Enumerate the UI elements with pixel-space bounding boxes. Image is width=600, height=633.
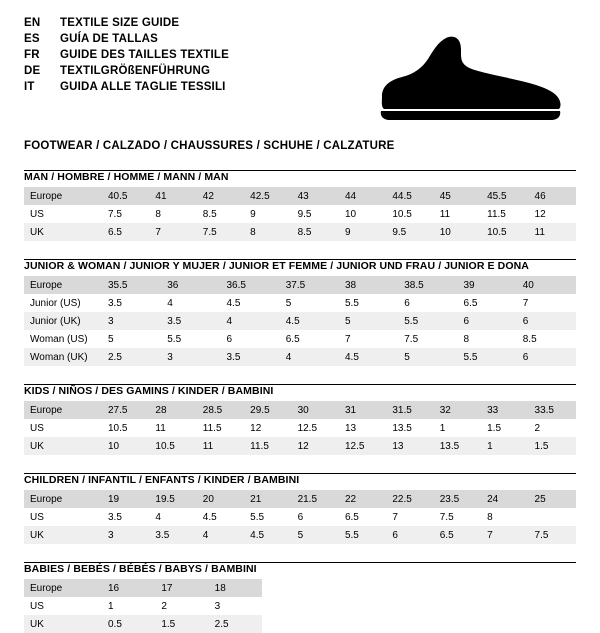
size-cell: 1.5 [529, 437, 576, 455]
table-row [24, 508, 576, 526]
language-code: FR [24, 49, 40, 61]
row-label: UK [24, 615, 102, 633]
size-cell: 5.5 [167, 333, 182, 345]
size-cell: 1.5 [487, 422, 502, 434]
size-cell: 6.5 [434, 526, 481, 544]
size-cell: 1 [481, 437, 528, 455]
language-titles [24, 16, 229, 95]
size-cell: 28 [149, 401, 196, 419]
size-cell: 35.5 [102, 276, 161, 294]
table-row [24, 348, 576, 366]
size-cell: 10 [344, 208, 357, 220]
size-cell: 3.5 [161, 312, 220, 330]
row-label: UK [24, 437, 102, 455]
size-cell: 17 [155, 579, 208, 597]
row-label: UK [24, 223, 102, 241]
table-row [24, 437, 576, 455]
table-row [24, 490, 576, 508]
row-label: Junior (UK) [24, 312, 102, 330]
size-cell: 42 [197, 187, 244, 205]
size-cell: 10 [434, 223, 481, 241]
size-cell: 10.5 [149, 437, 196, 455]
size-cell: 37.5 [280, 276, 339, 294]
size-cell: 13 [344, 422, 357, 434]
row-label: Junior (US) [30, 297, 81, 309]
size-cell: 38.5 [398, 276, 457, 294]
size-cell: 5 [108, 333, 114, 345]
size-cell: 8.5 [292, 223, 339, 241]
size-cell: 1.5 [155, 615, 208, 633]
size-cell: 24 [481, 490, 528, 508]
size-cell: 4 [280, 348, 339, 366]
table-row [24, 579, 262, 597]
size-cell: 3.5 [221, 348, 280, 366]
size-cell: 12 [534, 208, 546, 220]
size-cell: 19.5 [149, 490, 196, 508]
size-cell: 10.5 [392, 208, 412, 220]
size-cell: 5.5 [458, 348, 517, 366]
size-cell: 4 [197, 526, 244, 544]
size-group-title: MAN / HOMBRE / HOMME / MANN / MAN [24, 171, 229, 183]
size-cell: 6 [517, 348, 576, 366]
language-code: DE [24, 65, 41, 77]
size-cell: 5 [339, 312, 398, 330]
size-table [24, 579, 262, 633]
size-cell: 7.5 [404, 333, 419, 345]
size-group [24, 170, 576, 241]
language-title: TEXTILGRÖßENFÜHRUNG [60, 65, 211, 77]
size-cell: 45 [434, 187, 481, 205]
size-cell: 6 [404, 297, 410, 309]
size-cell: 11 [155, 422, 166, 434]
size-cell: 3.5 [108, 511, 122, 523]
size-cell: 11 [439, 208, 451, 220]
size-cell: 3 [161, 348, 220, 366]
size-cell: 7 [522, 297, 529, 309]
size-cell: 5.5 [339, 526, 386, 544]
size-cell: 13.5 [434, 437, 481, 455]
size-group-title: CHILDREN / INFANTIL / ENFANTS / KINDER / BAMBINI [24, 474, 300, 486]
size-cell: 12.5 [297, 422, 318, 434]
size-cell: 4.5 [226, 297, 241, 309]
size-cell: 16 [102, 579, 155, 597]
size-cell: 7.5 [108, 208, 122, 220]
size-group [24, 473, 576, 544]
size-cell: 13.5 [392, 422, 412, 434]
size-cell: 3 [214, 600, 221, 612]
size-cell: 4 [221, 312, 280, 330]
row-label: Europe [24, 579, 102, 597]
size-cell: 0.5 [102, 615, 155, 633]
size-cell: 30 [292, 401, 339, 419]
size-cell: 5.5 [250, 511, 265, 523]
size-cell: 6.5 [285, 333, 300, 345]
size-cell: 27.5 [102, 401, 149, 419]
size-cell: 8 [155, 208, 161, 220]
size-cell: 8.5 [202, 208, 217, 220]
size-cell: 7 [149, 223, 196, 241]
language-code: IT [24, 81, 35, 93]
size-cell: 39 [458, 276, 517, 294]
size-cell: 12.5 [339, 437, 386, 455]
language-title: GUIDA ALLE TAGLIE TESSILI [60, 81, 226, 93]
size-cell: 11.5 [202, 422, 222, 434]
size-cell: 4 [167, 297, 173, 309]
size-cell [529, 508, 576, 526]
size-table [24, 276, 576, 366]
language-title: GUIDE DES TAILLES TEXTILE [60, 49, 229, 61]
size-cell: 33.5 [529, 401, 576, 419]
language-code: ES [24, 33, 40, 45]
size-table [24, 187, 576, 241]
size-cell: 29.5 [244, 401, 291, 419]
size-cell: 11.5 [244, 437, 291, 455]
size-cell: 25 [529, 490, 576, 508]
row-label: Europe [24, 187, 102, 205]
table-row [24, 615, 262, 633]
dress-shoe-silhouette-icon [376, 34, 566, 126]
table-row [24, 223, 576, 241]
language-row [24, 48, 229, 63]
size-cell: 7 [481, 526, 528, 544]
table-row [24, 276, 576, 294]
size-cell: 5 [292, 526, 339, 544]
table-row [24, 330, 576, 348]
size-cell: 18 [209, 579, 262, 597]
row-label: Woman (UK) [24, 348, 102, 366]
table-row [24, 401, 576, 419]
size-cell: 19 [102, 490, 149, 508]
size-cell: 9 [250, 208, 256, 220]
size-cell: 9.5 [297, 208, 312, 220]
language-row [24, 80, 229, 95]
page-header [24, 16, 576, 126]
language-title: GUÍA DE TALLAS [60, 33, 158, 45]
language-row [24, 32, 229, 47]
size-cell: 7 [392, 511, 398, 523]
size-cell: 3 [102, 312, 161, 330]
size-cell: 46 [529, 187, 576, 205]
size-cell: 2.5 [102, 348, 161, 366]
size-cell: 7.5 [197, 223, 244, 241]
table-row [24, 187, 576, 205]
size-cell: 13 [386, 437, 433, 455]
size-cell: 1 [108, 600, 114, 612]
size-cell: 10.5 [108, 422, 128, 434]
size-tables [24, 170, 576, 633]
table-row [24, 312, 576, 330]
row-label: Europe [24, 276, 102, 294]
size-cell: 40.5 [102, 187, 149, 205]
size-cell: 12 [292, 437, 339, 455]
size-cell: 4 [155, 511, 161, 523]
size-cell: 23.5 [434, 490, 481, 508]
size-cell: 2 [161, 600, 167, 612]
row-label: Woman (US) [30, 333, 88, 345]
size-group [24, 259, 576, 366]
size-cell: 7 [345, 333, 351, 345]
size-cell: 5.5 [345, 297, 359, 309]
size-cell: 8 [244, 223, 291, 241]
size-cell: 3.5 [108, 297, 122, 309]
size-group [24, 384, 576, 455]
footwear-section-title: FOOTWEAR / CALZADO / CHAUSSURES / SCHUHE / CALZATURE [24, 140, 395, 152]
row-label: Europe [24, 490, 102, 508]
size-cell: 22.5 [386, 490, 433, 508]
size-cell: 8 [487, 511, 493, 523]
size-cell: 7.5 [439, 511, 454, 523]
size-cell: 7.5 [529, 526, 576, 544]
size-cell: 4.5 [244, 526, 291, 544]
size-group-title: KIDS / NIÑOS / DES GAMINS / KINDER / BAMBINI [24, 385, 274, 397]
language-row [24, 16, 229, 31]
size-cell: 43 [292, 187, 339, 205]
size-cell: 6 [517, 312, 576, 330]
row-label: UK [24, 526, 102, 544]
size-group-title: JUNIOR & WOMAN / JUNIOR Y MUJER / JUNIOR ET FEMME / JUNIOR UND FRAU / JUNIOR E DONA [24, 260, 529, 272]
size-cell: 3 [102, 526, 149, 544]
size-cell: 44 [339, 187, 386, 205]
row-label: Europe [24, 401, 102, 419]
size-cell: 31 [339, 401, 386, 419]
size-cell: 6.5 [344, 511, 359, 523]
size-cell: 6.5 [463, 297, 478, 309]
size-cell: 31.5 [386, 401, 433, 419]
size-cell: 5.5 [398, 312, 457, 330]
size-cell: 10 [102, 437, 149, 455]
size-cell: 41 [149, 187, 196, 205]
size-cell: 6 [458, 312, 517, 330]
size-cell: 22 [339, 490, 386, 508]
size-cell: 45.5 [481, 187, 528, 205]
size-cell: 38 [339, 276, 398, 294]
size-cell: 8.5 [522, 333, 537, 345]
row-label: US [30, 600, 44, 612]
size-cell: 5 [285, 297, 292, 309]
size-cell: 11 [197, 437, 244, 455]
size-cell: 32 [434, 401, 481, 419]
size-cell: 21.5 [292, 490, 339, 508]
size-cell: 11 [529, 223, 576, 241]
size-cell: 1 [439, 422, 446, 434]
size-cell: 11.5 [487, 208, 506, 220]
language-code: EN [24, 17, 41, 29]
size-table [24, 401, 576, 455]
size-cell: 33 [481, 401, 528, 419]
size-cell: 6 [297, 511, 304, 523]
size-cell: 9 [339, 223, 386, 241]
table-row [24, 205, 576, 223]
table-row [24, 526, 576, 544]
language-title: TEXTILE SIZE GUIDE [60, 17, 180, 29]
size-cell: 12 [250, 422, 262, 434]
size-cell: 21 [244, 490, 291, 508]
size-table [24, 490, 576, 544]
size-cell: 2.5 [209, 615, 262, 633]
size-cell: 4.5 [280, 312, 339, 330]
size-cell: 6 [226, 333, 233, 345]
size-cell: 36 [161, 276, 220, 294]
size-cell: 4.5 [202, 511, 217, 523]
row-label: US [30, 208, 44, 220]
size-cell: 5 [398, 348, 457, 366]
size-cell: 10.5 [481, 223, 528, 241]
size-cell: 2 [534, 422, 541, 434]
size-cell: 44.5 [386, 187, 433, 205]
size-cell: 9.5 [386, 223, 433, 241]
size-cell: 28.5 [197, 401, 244, 419]
size-cell: 6 [386, 526, 433, 544]
language-row [24, 64, 229, 79]
size-cell: 42.5 [244, 187, 291, 205]
size-group-title: BABIES / BEBÉS / BÉBÉS / BABYS / BAMBINI [24, 563, 257, 575]
size-cell: 20 [197, 490, 244, 508]
row-label: US [30, 511, 44, 523]
size-cell: 8 [463, 333, 470, 345]
size-cell: 3.5 [149, 526, 196, 544]
row-label: US [30, 422, 44, 434]
size-cell: 40 [517, 276, 576, 294]
size-cell: 4.5 [339, 348, 398, 366]
size-cell: 36.5 [221, 276, 280, 294]
size-group [24, 562, 576, 633]
table-row [24, 419, 576, 437]
size-cell: 6.5 [102, 223, 149, 241]
table-row [24, 294, 576, 312]
